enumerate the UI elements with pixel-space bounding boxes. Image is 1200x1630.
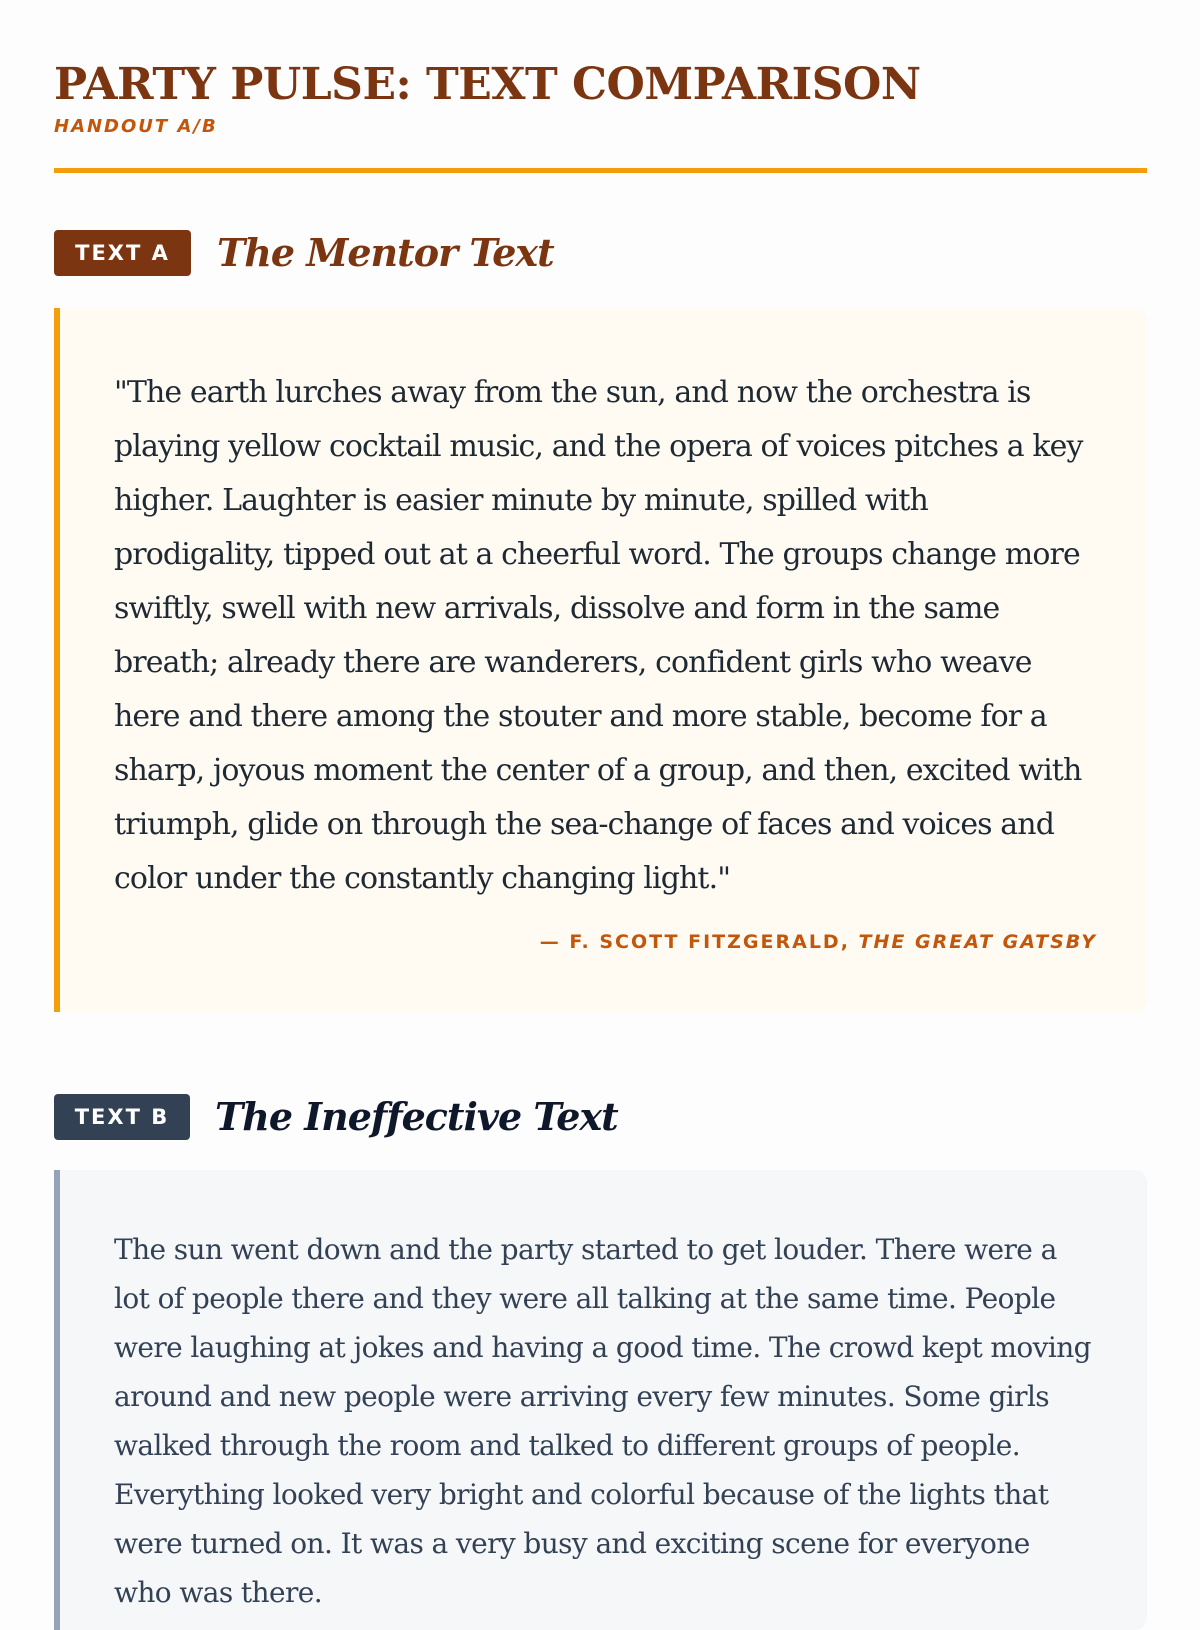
mentor-quote: "The earth lurches away from the sun, and now the orchestra is playing yellow cocktail music, and the opera of voices pitches a key higher. Laughter is easier minute by minute, spilled with prodigality, tipped out at a cheerful word. The groups change more swiftly, swell with new arrivals, dissolve and form in the same breath; already there are wanderers, confident girls who weave here and there among the stouter and more stable, become for a sharp, joyous moment the center of a group, and then, excited with triumph, glide on through the sea-change of faces and voices and color under the constantly changing light." <box>114 375 1083 896</box>
page-subtitle: HANDOUT A/B <box>54 116 218 137</box>
page-title: PARTY PULSE: TEXT COMPARISON <box>54 59 921 110</box>
text-a-header <box>54 226 1147 276</box>
text-b-title: The Ineffective Text <box>215 1094 618 1139</box>
attribution-author: — F. SCOTT FITZGERALD, <box>539 931 850 953</box>
ineffective-paragraph: The sun went down and the party started to get louder. There were a lot of people there and they were all talking at the same time. People were laughing at jokes and having a good time. The crowd kept moving around and new people were arriving every few minutes. Some girls walked through the room and talked to different groups of people. Everything looked very bright and colorful because of the lights that were turned on. It was a very busy and exciting scene for everyone who was there. <box>114 1233 1091 1609</box>
attribution-work: THE GREAT GATSBY <box>858 931 1097 953</box>
handout-page <box>54 0 1147 1609</box>
text-a-badge: TEXT A <box>54 230 191 276</box>
quote-attribution <box>540 930 1097 954</box>
ineffective-text-card <box>54 1170 1147 1630</box>
text-b-header <box>54 1090 1147 1140</box>
text-a-title: The Mentor Text <box>217 230 554 275</box>
header-divider <box>54 168 1147 173</box>
text-b-badge: TEXT B <box>54 1094 190 1140</box>
mentor-text-card <box>54 308 1147 1012</box>
